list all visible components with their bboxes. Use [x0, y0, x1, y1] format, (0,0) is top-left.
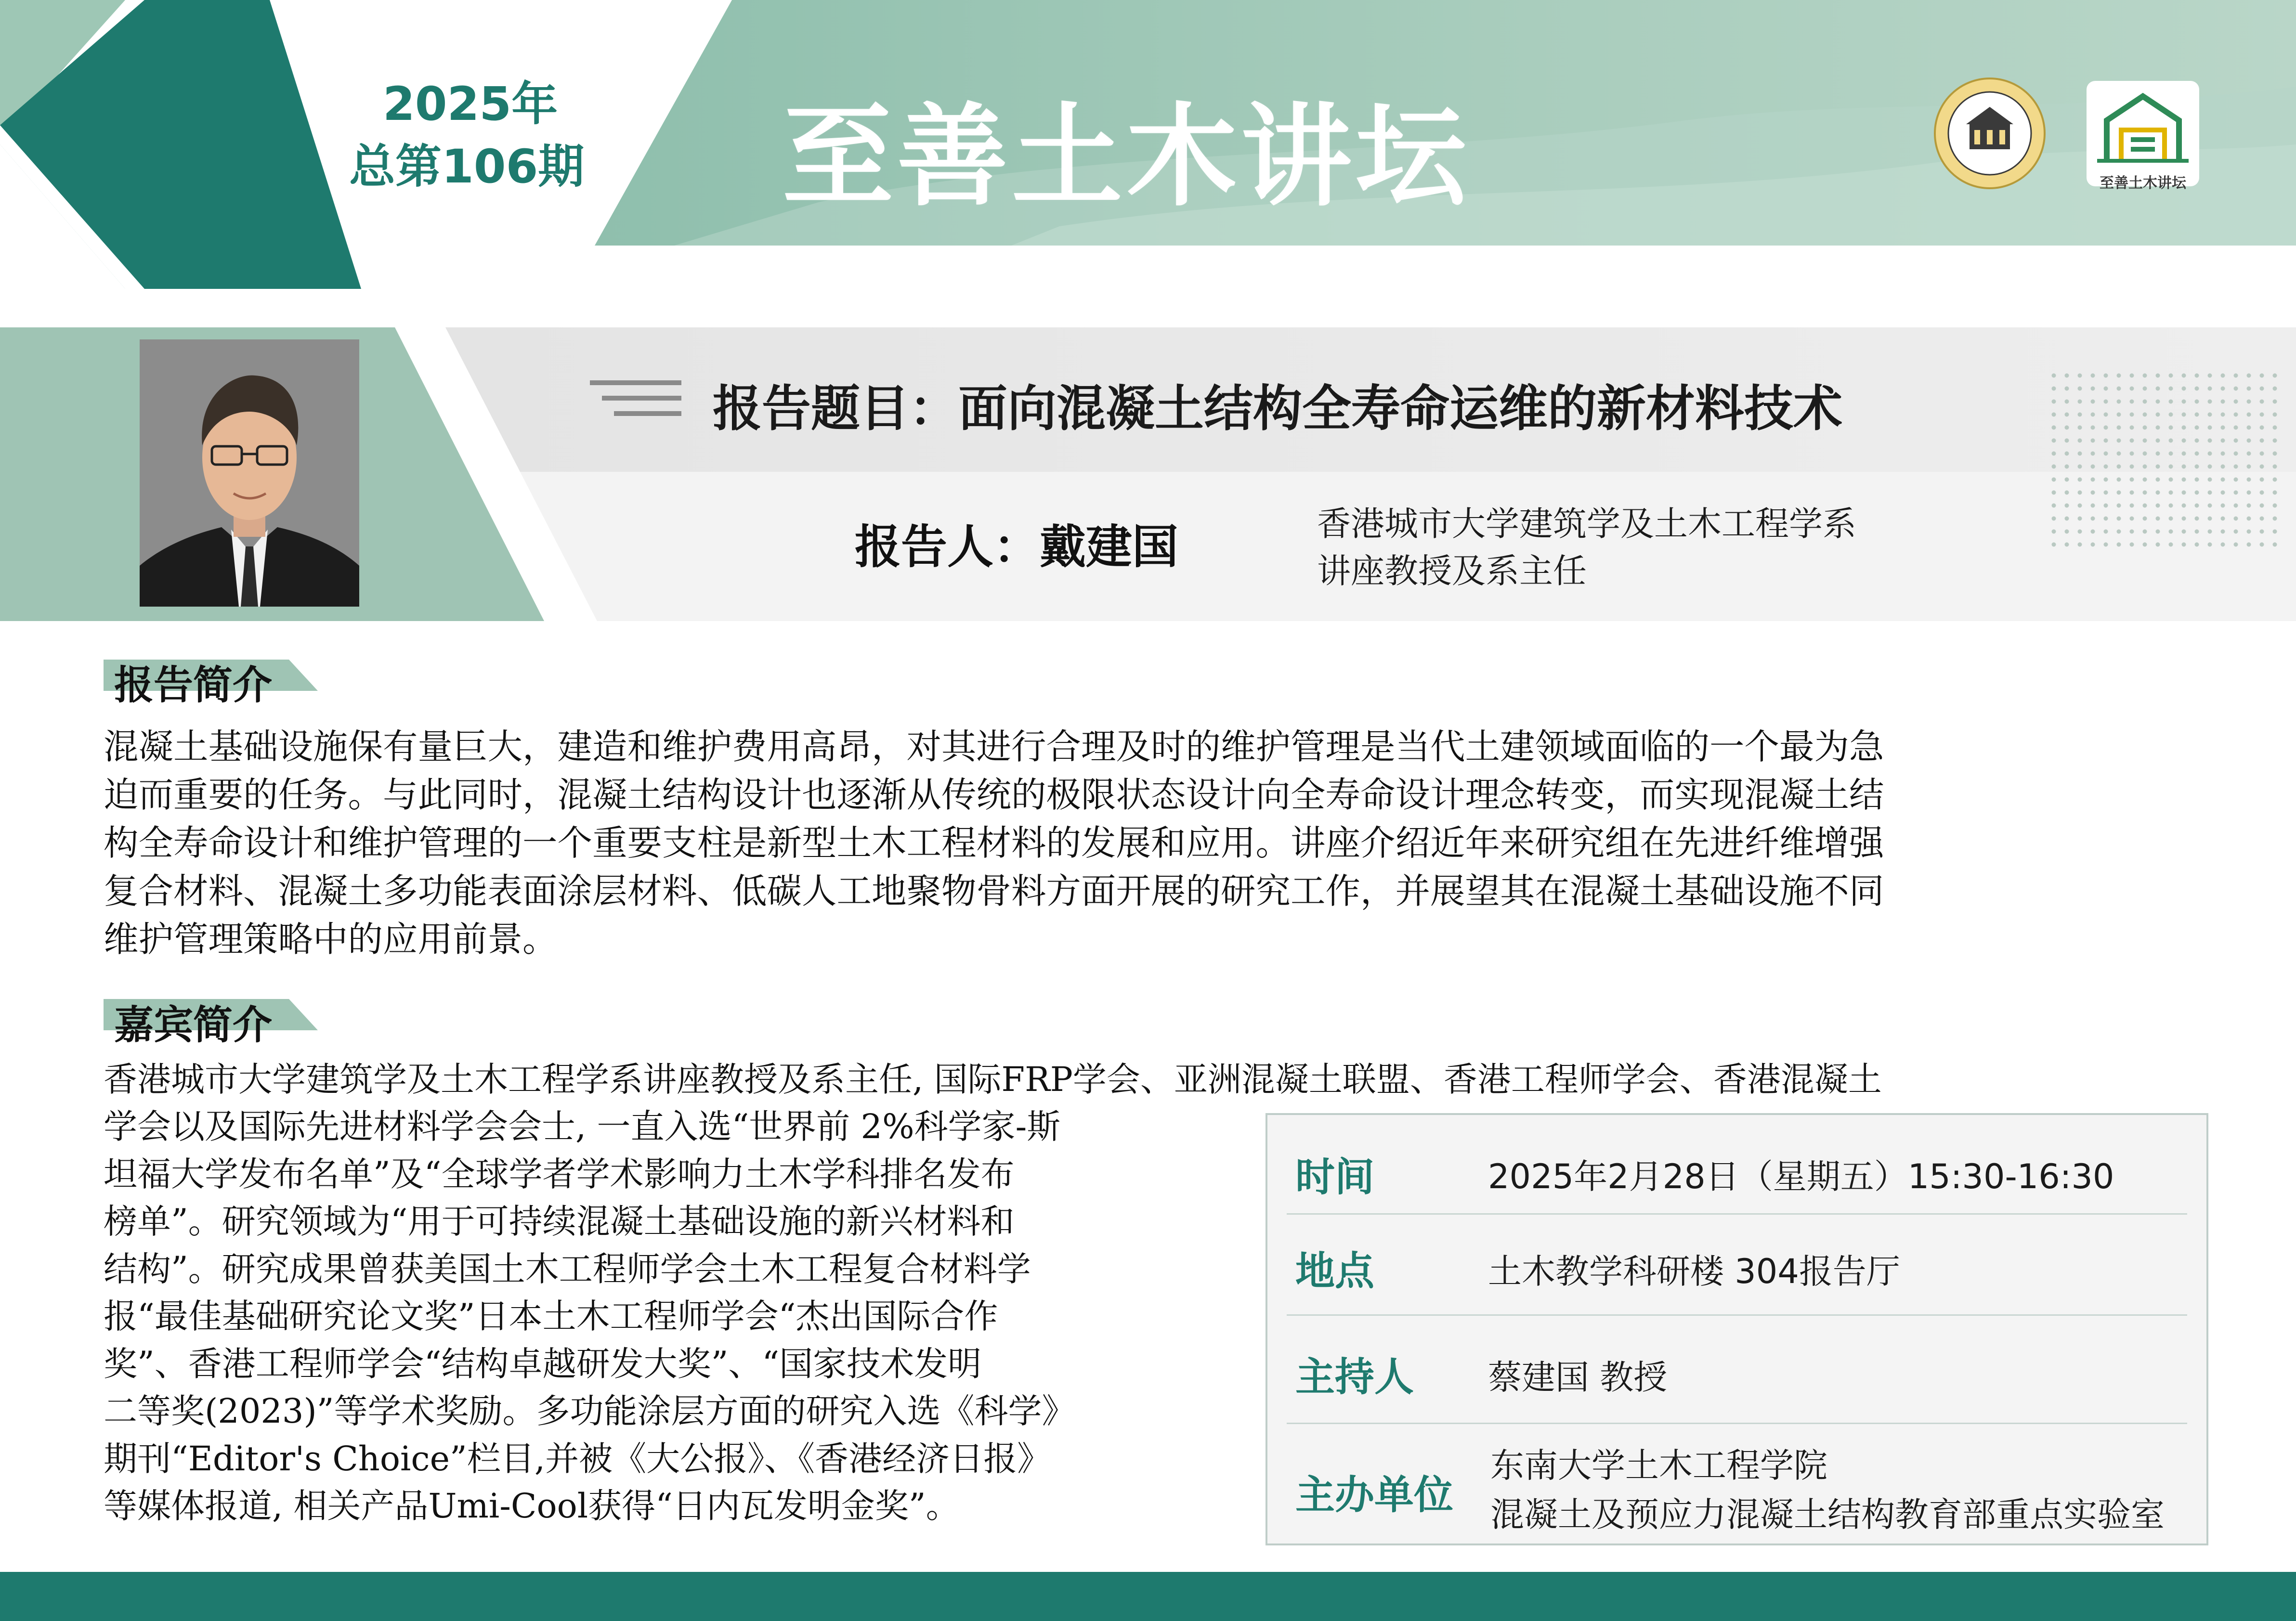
guest-bio-line: 坦福大学发布名单”及“全球学者学术影响力土木学科排名发布	[104, 1154, 1015, 1194]
time-value: 2025年2月28日（星期五）15:30-16:30	[1488, 1157, 2114, 1196]
guest-bio-first-line: 香港城市大学建筑学及土木工程学系讲座教授及系主任, 国际FRP学会、亚洲混凝土联盟、香港工程师学会、香港混凝土	[104, 1060, 1882, 1099]
host-label: 主持人	[1295, 1354, 1414, 1400]
guest-heading: 嘉宾简介	[114, 1002, 273, 1048]
talk-title-label: 报告题目：	[713, 380, 958, 438]
forum-logo-caption: 至善土木讲坛	[2100, 175, 2186, 192]
speaker-name: 戴建国	[1040, 520, 1178, 574]
venue-value: 土木教学科研楼 304报告厅	[1488, 1252, 1900, 1291]
guest-bio-line: 等媒体报道, 相关产品Umi-Cool获得“日内瓦发明金奖”。	[104, 1486, 960, 1526]
speaker-affiliation-line-2: 讲座教授及系主任	[1317, 551, 1587, 591]
guest-bio-line: 榜单”。研究领域为“用于可持续混凝土基础设施的新兴材料和	[104, 1202, 1015, 1241]
info-divider	[1287, 1423, 2187, 1424]
time-label: 时间	[1295, 1154, 1375, 1200]
info-divider	[1287, 1314, 2187, 1316]
organizer-label: 主办单位	[1295, 1472, 1454, 1518]
abstract-line: 复合材料、混凝土多功能表面涂层材料、低碳人工地聚物骨料方面开展的研究工作，并展望其在混凝土基础设施不同	[104, 871, 1884, 912]
abstract-line: 维护管理策略中的应用前景。	[104, 920, 558, 960]
guest-bio-line: 结构”。研究成果曾获美国土木工程师学会土木工程复合材料学	[104, 1249, 1031, 1289]
forum-title: 至善土木讲坛	[783, 93, 1471, 221]
speaker-line	[855, 510, 1178, 576]
abstract-line: 混凝土基础设施保有量巨大，建造和维护费用高昂，对其进行合理及时的维护管理是当代土建领域面临的一个最为急	[104, 727, 1884, 767]
info-divider	[1287, 1213, 2187, 1215]
abstract-line: 构全寿命设计和维护管理的一个重要支柱是新型土木工程材料的发展和应用。讲座介绍近年来研究组在先进纤维增强	[104, 823, 1884, 864]
guest-bio-line: 奖”、香港工程师学会“结构卓越研发大奖”、“国家技术发明	[104, 1344, 982, 1384]
abstract-heading: 报告简介	[114, 662, 273, 708]
talk-title-value: 面向混凝土结构全寿命运维的新材料技术	[958, 380, 1842, 438]
guest-bio-line: 二等奖(2023)”等学术奖励。多功能涂层方面的研究入选《科学》	[104, 1391, 1076, 1431]
organizer-line-1: 东南大学土木工程学院	[1490, 1446, 1827, 1485]
issue-number: 总第106期	[349, 140, 585, 194]
speaker-affiliation-line-1: 香港城市大学建筑学及土木工程学系	[1317, 504, 1856, 544]
speaker-photo	[140, 339, 359, 607]
abstract-body	[104, 723, 1884, 964]
southeast-university-logo	[1933, 77, 2047, 190]
guest-bio-line: 报“最佳基础研究论文奖”日本土木工程师学会“杰出国际合作	[104, 1297, 998, 1336]
abstract-line: 迫而重要的任务。与此同时，混凝土结构设计也逐渐从传统的极限状态设计向全寿命设计理念转变，而实现混凝土结	[104, 775, 1884, 816]
host-value: 蔡建国 教授	[1488, 1358, 1668, 1397]
forum-logo	[2083, 77, 2203, 190]
venue-label: 地点	[1295, 1248, 1375, 1294]
footer-bar	[0, 1572, 2296, 1621]
guest-bio-body	[104, 1103, 1076, 1530]
talk-title	[713, 370, 1842, 440]
guest-bio-line: 学会以及国际先进材料学会会士, 一直入选“世界前 2%科学家-斯	[104, 1107, 1061, 1146]
issue-year: 2025年	[383, 77, 558, 131]
organizer-line-2: 混凝土及预应力混凝土结构教育部重点实验室	[1490, 1495, 2165, 1534]
guest-bio-line: 期刊“Editor's Choice”栏目,并被《大公报》、《香港经济日报》	[104, 1439, 1051, 1478]
speaker-label: 报告人：	[855, 520, 1040, 574]
